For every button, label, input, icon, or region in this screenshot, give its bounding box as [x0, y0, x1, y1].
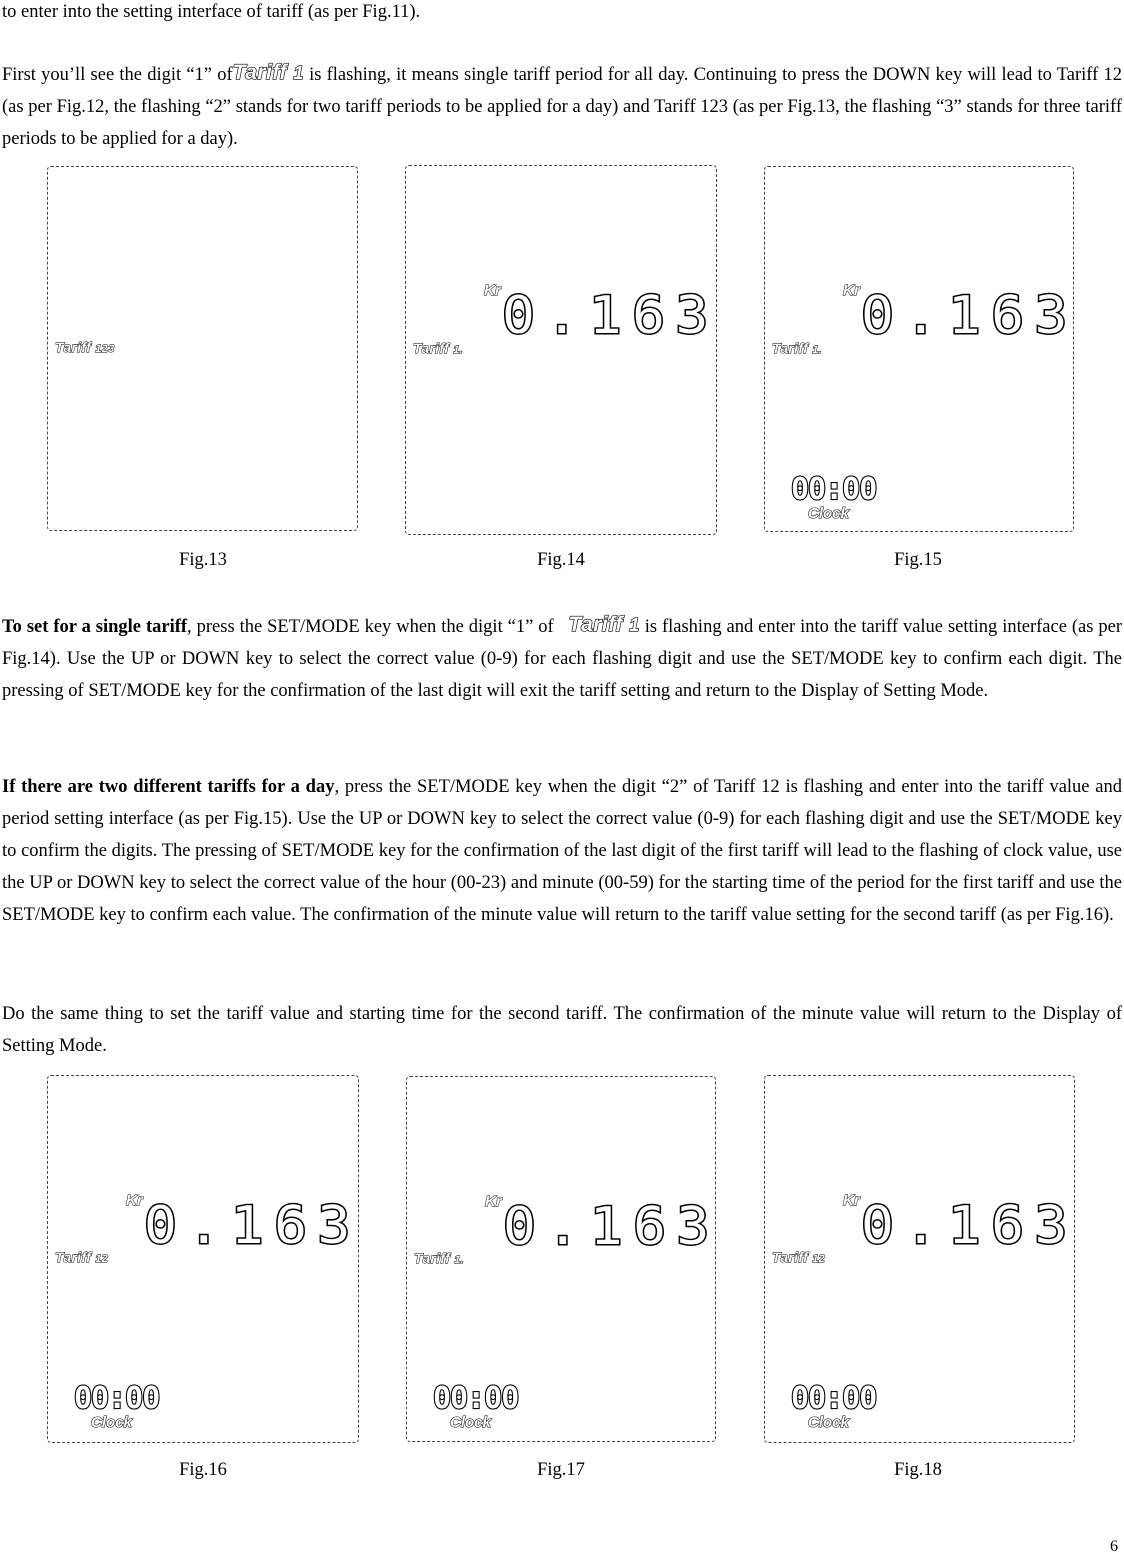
lcd-tariff-indicator: Tariff 1.	[414, 1250, 465, 1266]
paragraph-text: is flashing and enter into the tariff value setting interface (as per Fig.14). Use the UP or DOWN key to select the correct value (0-9) for each flashing digit and use the SET/MODE key to confirm each digit. The pressing of SET/MODE key for the confirmation of the last digit will exit the tariff setting and return to the Display of Setting Mode.	[2, 617, 1123, 701]
paragraph-heading: If there are two different tariffs for a day	[2, 777, 335, 797]
lcd-tariff-value: 0.163	[144, 1196, 361, 1256]
lcd-currency-kr: Kr	[484, 282, 501, 299]
lcd-clock-label: Clock	[808, 1414, 849, 1431]
lcd-tariff-value: 0.163	[861, 286, 1078, 346]
page-number: 6	[1110, 1538, 1118, 1555]
lcd-tariff-value: 0.163	[502, 286, 719, 346]
paragraph-single-tariff	[2, 611, 1122, 707]
lcd-figure-13	[47, 166, 358, 531]
figure-caption: Fig.15	[894, 550, 942, 570]
lcd-currency-kr: Kr	[843, 1192, 860, 1209]
lcd-currency-kr: Kr	[843, 282, 860, 299]
lcd-clock-label: Clock	[450, 1414, 491, 1431]
lcd-clock-time: 00:00	[74, 1381, 160, 1416]
paragraph-second-tariff: Do the same thing to set the tariff value and starting time for the second tariff. The confirmation of the minute value will return to the Display of Setting Mode.	[2, 1004, 1122, 1056]
paragraph-text: First you’ll see the digit “1” of	[2, 65, 233, 85]
figure-caption: Fig.14	[537, 550, 585, 570]
figure-caption: Fig.18	[894, 1460, 942, 1480]
lcd-currency-kr: Kr	[126, 1192, 143, 1209]
paragraph-text: , press the SET/MODE key when the digit “1” of	[187, 617, 554, 637]
paragraph-two-tariffs	[2, 771, 1122, 931]
lcd-tariff-indicator: Tariff 123	[55, 339, 115, 355]
lcd-clock-label: Clock	[91, 1414, 132, 1431]
lcd-clock-time: 00:00	[791, 472, 877, 507]
paragraph-tariff-selection	[2, 59, 1122, 155]
lcd-clock-time: 00:00	[433, 1381, 519, 1416]
paragraph-text: , press the SET/MODE key when the digit “2” of Tariff 12 is flashing and enter into the tariff value and period setting interface (as per Fig.15). Use the UP or DOWN key to select the correct value (0-9) for each flashing digit and use the SET/MODE key to confirm the digits. The pressing of SET/MODE key for the confirmation of the last digit of the first tariff will lead to the flashing of clock value, use the UP or DOWN key to select the correct value of the hour (00-23) and minute (00-59) for the starting time of the period for the first tariff and use the SET/MODE key to confirm each value. The confirmation of the minute value will return to the tariff value setting for the second tariff (as per Fig.16).	[2, 777, 1122, 925]
lcd-tariff-indicator: Tariff 1.	[772, 340, 823, 356]
figure-caption: Fig.13	[179, 550, 227, 570]
paragraph-intro: to enter into the setting interface of tariff (as per Fig.11).	[2, 2, 421, 22]
lcd-figure-16	[47, 1075, 359, 1443]
figure-caption: Fig.17	[537, 1460, 585, 1480]
lcd-figure-17	[406, 1076, 720, 1442]
paragraph-text: is flashing, it means single tariff period for all day. Continuing to press the DOWN key will lead to Tariff 12 (as per Fig.12, the flashing “2” stands for two tariff periods to be applied for a day) and Tariff 123 (as per Fig.13, the flashing “3” stands for three tariff periods to be applied for a day).	[2, 65, 1122, 149]
lcd-tariff-indicator: Tariff 1.	[413, 340, 464, 356]
lcd-tariff-value: 0.163	[861, 1196, 1078, 1256]
lcd-tariff-value: 0.163	[503, 1197, 720, 1257]
tariff-1-symbol: Tariff 1	[232, 61, 304, 84]
lcd-tariff-indicator: Tariff 12	[772, 1249, 826, 1265]
lcd-tariff-indicator: Tariff 12	[55, 1249, 109, 1265]
lcd-clock-time: 00:00	[791, 1381, 877, 1416]
lcd-clock-label: Clock	[808, 505, 849, 522]
paragraph-heading: To set for a single tariff	[2, 617, 188, 637]
lcd-currency-kr: Kr	[485, 1193, 502, 1210]
tariff-1-symbol: Tariff 1	[568, 613, 640, 636]
lcd-figure-14	[405, 165, 717, 535]
lcd-figure-18	[764, 1075, 1078, 1443]
figure-caption: Fig.16	[179, 1460, 227, 1480]
lcd-figure-15	[764, 166, 1078, 532]
